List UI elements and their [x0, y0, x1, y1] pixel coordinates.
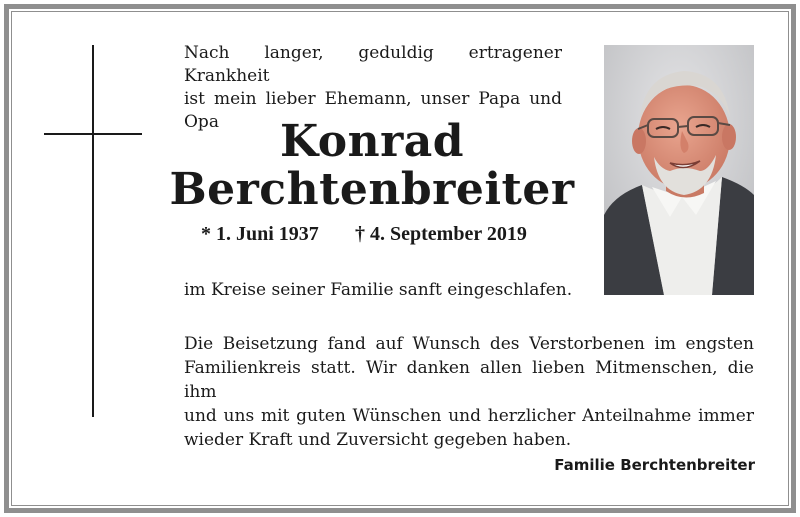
- intro-line: Nach langer, geduldig ertragener Krankheit: [184, 43, 562, 86]
- portrait-image: [604, 45, 754, 295]
- intro-line: ist mein lieber Ehemann, unser Papa und Opa: [184, 89, 562, 132]
- cross-icon-vertical: [92, 45, 94, 417]
- family-signature: Familie Berchtenbreiter: [554, 456, 755, 474]
- notice-line: und uns mit guten Wünschen und herzlicher Anteilnahme immer: [184, 406, 754, 426]
- portrait-photo: [604, 45, 754, 295]
- death-date: † 4. September 2019: [355, 223, 527, 245]
- deceased-first-name: Konrad: [279, 116, 465, 167]
- deceased-last-name: Berchtenbreiter: [169, 164, 575, 215]
- cross-icon-horizontal: [44, 133, 142, 135]
- notice-line: Die Beisetzung fand auf Wunsch des Verstorbenen im engsten: [184, 334, 754, 354]
- notice-line: wieder Kraft und Zuversicht gegeben haben.: [184, 430, 572, 450]
- funeral-notice-text: [184, 332, 754, 452]
- birth-date: * 1. Juni 1937: [201, 223, 319, 245]
- passing-note: im Kreise seiner Familie sanft eingeschlafen.: [184, 280, 573, 300]
- notice-line: Familienkreis statt. Wir danken allen lieben Mitmenschen, die ihm: [184, 358, 754, 402]
